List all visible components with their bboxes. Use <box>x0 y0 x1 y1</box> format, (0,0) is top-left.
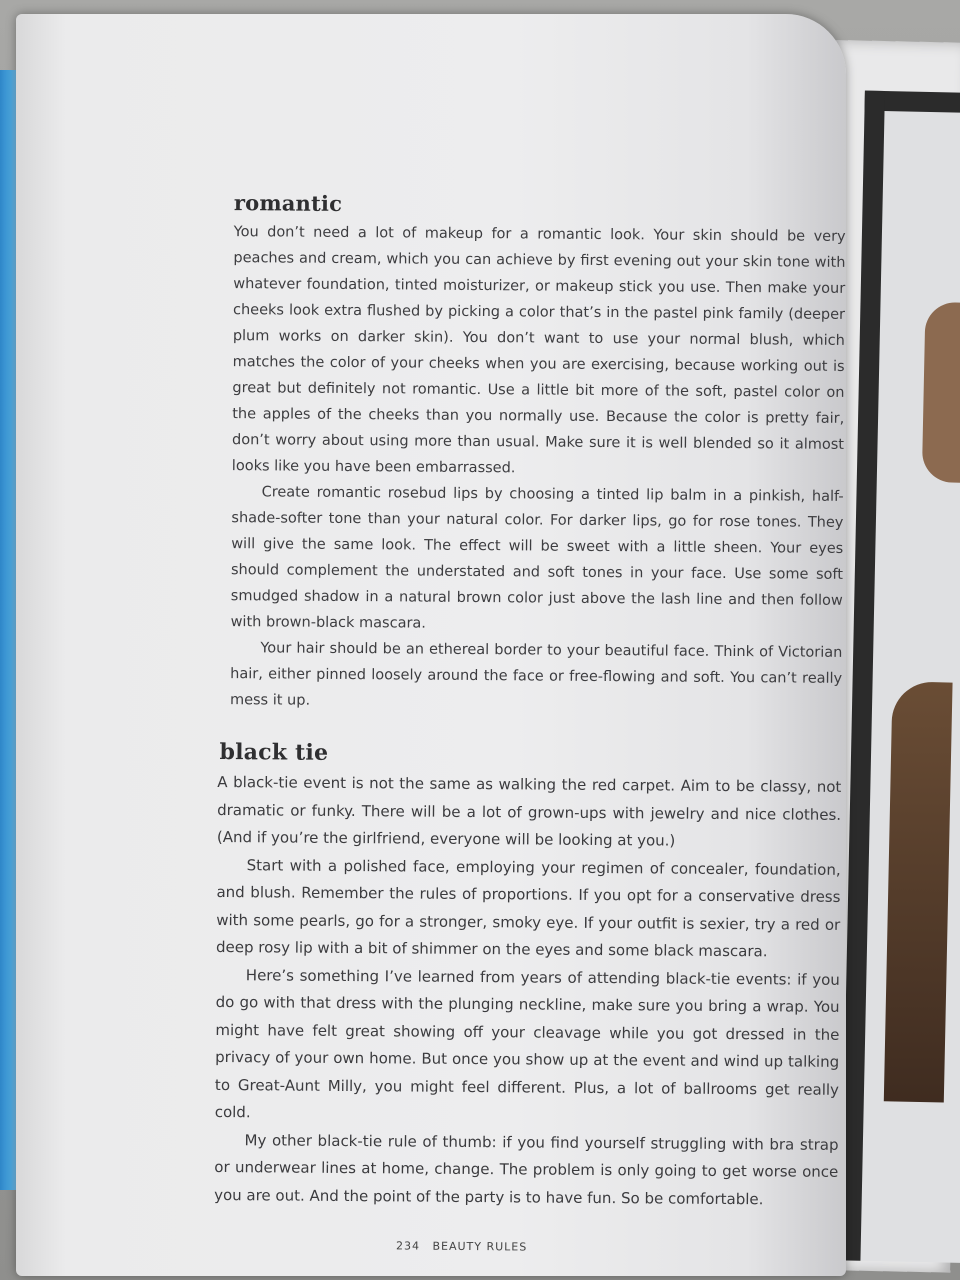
book-page <box>16 14 846 1276</box>
black-tie-paragraph-2: Start with a polished face, employing your regimen of concealer, foundation, and blush. Remember the rules of proportions. If you opt for a conservative dress with some pearls, go for a stronger, smoky eye. If your outfit is sexier, try a red or deep rosy lip with a bit of shimmer on the eyes and some black mascara. <box>215 855 841 961</box>
facing-page-photo-detail <box>922 302 960 483</box>
page-text <box>214 190 846 1214</box>
romantic-paragraph-1: You don’t need a lot of makeup for a romantic look. Your skin should be very peaches and cream, which you can achieve by first evening out your skin tone with whatever foundation, tinted moisturizer, or makeup stick you use. Then make your cheeks look extra flushed by picking a color that’s in the pastel pink family (deeper plum works on darker skin). You don’t want to use your normal blush, which matches the color of your cheeks when you are exercising, because working out is great but definitely not romantic. Use a little bit more of the soft, pastel color on the apples of the cheeks than you normally use. Because the color is pretty fair, don’t worry about using more than usual. Make sure it is well blended so it almost looks like you have been embarrassed. <box>231 224 846 477</box>
page-number: 234 <box>395 1239 421 1253</box>
running-title: BEAUTY RULES <box>432 1239 528 1254</box>
romantic-paragraph-2: Create romantic rosebud lips by choosing a tinted lip balm in a pinkish, half-shade-softer tone than your natural color. For darker lips, go for rose tones. They will give the same look. The effect will be sweet with a little sheen. Your eyes should complement the understated and soft tones in your face. Use some soft smudged shadow in a natural brown color just above the lash line and then follow with brown-black mascara. <box>230 484 844 632</box>
page-footer <box>396 1239 535 1253</box>
black-tie-section <box>214 739 842 1214</box>
facing-page-photo-hair <box>884 681 953 1102</box>
black-tie-paragraph-4: My other black-tie rule of thumb: if you find yourself struggling with bra strap or underwear lines at home, change. The problem is only going to get worse once you are out. And the point of the party is to have fun. So be comfortable. <box>214 1130 839 1208</box>
romantic-paragraph-3: Your hair should be an ethereal border to your beautiful face. Think of Victorian hair, either pinned loosely around the face or free-flowing and soft. You can’t really mess it up. <box>229 640 843 709</box>
black-tie-paragraph-3: Here’s something I’ve learned from years of attending black-tie events: if you do go with that dress with the plunging neckline, make sure you bring a wrap. You might have felt great showing off your cleavage while you got dressed in the privacy of your own home. But once you show up at the event and wind up talking to Great-Aunt Milly, you might feel different. Plus, a lot of ballrooms get really cold. <box>214 965 840 1122</box>
romantic-section <box>218 190 846 718</box>
black-tie-paragraph-1: A black-tie event is not the same as walking the red carpet. Aim to be classy, not dramatic or funky. There will be a lot of grown-ups with jewelry and nice clothes. (And if you’re the girlfriend, everyone will be looking at you.) <box>216 772 842 850</box>
black-tie-heading: black tie <box>219 738 329 766</box>
romantic-heading: romantic <box>233 190 343 216</box>
